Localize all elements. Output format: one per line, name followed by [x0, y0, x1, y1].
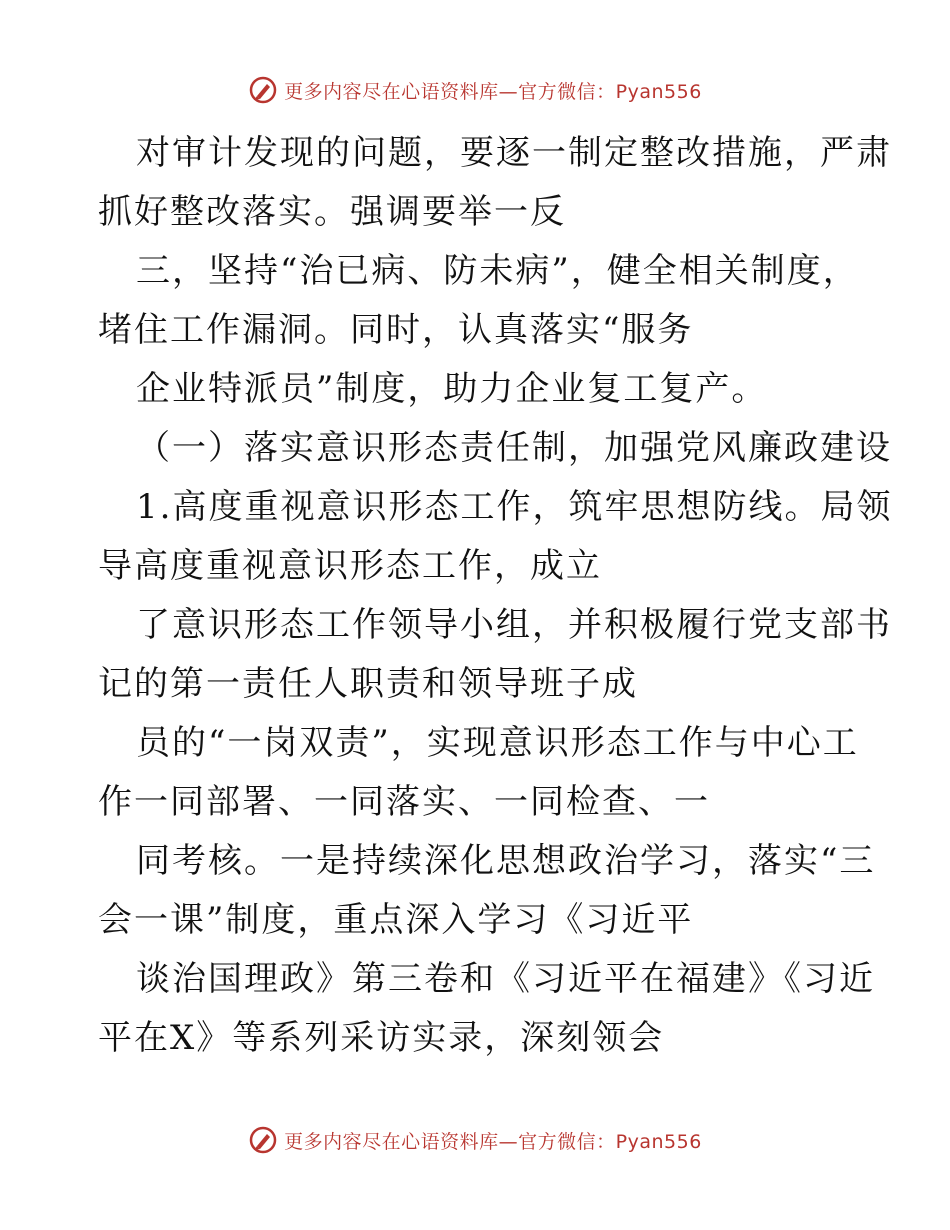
- text-line: 1.高度重视意识形态工作，筑牢思想防线。局领: [136, 487, 893, 527]
- text-line: 同考核。一是持续深化思想政治学习，落实“三: [136, 841, 876, 881]
- text-line: 平在X》等系列采访实录，深刻领会: [98, 1018, 665, 1058]
- text-line: 谈治国理政》第三卷和《习近平在福建》《习近: [136, 959, 875, 999]
- text-line: 作一同部署、一同落实、一同检查、一: [98, 782, 710, 822]
- text-line: 三，坚持“治已病、防未病”，健全相关制度，: [136, 251, 859, 291]
- text-line: 记的第一责任人职责和领导班子成: [98, 664, 638, 704]
- document-body: [98, 124, 893, 1068]
- text-line: 导高度重视意识形态工作，成立: [98, 546, 602, 586]
- header-watermark: [0, 72, 950, 108]
- text-line: 抓好整改落实。强调要举一反: [98, 192, 566, 232]
- text-line: 会一课”制度，重点深入学习《习近平: [98, 900, 694, 940]
- pen-logo-icon: [248, 1125, 278, 1155]
- watermark-text: 更多内容尽在心语资料库—官方微信：Pyan556: [284, 1130, 702, 1153]
- text-line: 员的“一岗双责”，实现意识形态工作与中心工: [136, 723, 859, 763]
- watermark-text: 更多内容尽在心语资料库—官方微信：Pyan556: [284, 80, 702, 103]
- text-line: （一）落实意识形态责任制，加强党风廉政建设: [136, 428, 892, 468]
- text-line: 堵住工作漏洞。同时，认真落实“服务: [98, 310, 694, 350]
- footer-watermark: [0, 1122, 950, 1158]
- text-line: 对审计发现的问题，要逐一制定整改措施，严肃: [136, 133, 892, 173]
- text-line: 了意识形态工作领导小组，并积极履行党支部书: [136, 605, 892, 645]
- pen-logo-icon: [248, 75, 278, 105]
- text-line: 企业特派员”制度，助力企业复工复产。: [136, 369, 768, 409]
